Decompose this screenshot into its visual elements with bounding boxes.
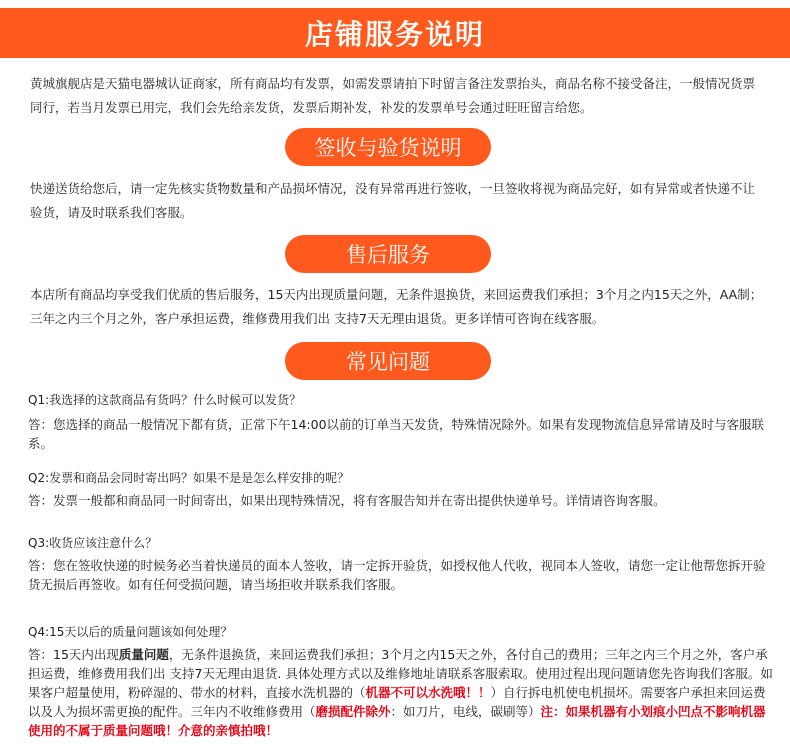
sign-section-text: 快递送货给您后，请一定先核实货物数量和产品损坏情况，没有异常再进行签收，一旦签收将视为商品完好，如有异常或者快递不让验货，请及时联系我们客服。 bbox=[30, 181, 756, 220]
answer-4-text: ）自行拆电机使电机损坏。需要客户承担来回运费以及人为损坏需更换的配件。三年内不收维修费用（ bbox=[28, 685, 766, 719]
after-sales-title: 售后服务 bbox=[285, 235, 491, 273]
after-sales-text: 本店所有商品均享受我们优质的售后服务，15天内出现质量问题，无条件退换货，来回运费我们承担；3个月之内15天之外，AA制；三年之内三个月之外，客户承担运费，维修费用我们出 支持7天无理由退货。更多详情可咨询在线客服。 bbox=[30, 287, 763, 326]
banner-title: 店铺服务说明 bbox=[304, 18, 485, 51]
answer-4-text: ：如刀片，电线，碳刷等） bbox=[390, 704, 541, 719]
faq-answer-1: 答：您选择的商品一般情况下都有货，正常下午14:00以前的订单当天发货，特殊情况除外。如果有发现物流信息异常请及时与客服联系。 bbox=[28, 417, 765, 451]
faq-title: 常见问题 bbox=[285, 342, 491, 380]
faq-question-1: Q1:我选择的这款商品有货吗？什么时候可以发货？ bbox=[28, 393, 302, 407]
answer-4-text: ，无条件退换货，来回运费我们承担；3个月之内15天之外，各付自己的费用；三年之内三个月之外，客户承担运费，维修费用我们出 支持7天无理由退货. 具体处理方式以及维修地址请联系客服索取。使用过程出现问题请您先咨询我们客服。如果客户超量使用，粉碎湿的、带水的材料，直接水洗机器的（ bbox=[28, 647, 773, 700]
faq-question-3: Q3:收货应该注意什么？ bbox=[28, 536, 158, 550]
faq-question-4: Q4:15天以后的质量问题该如何处理？ bbox=[28, 625, 233, 639]
intro-text: 黄城旗舰店是天猫电器城认证商家，所有商品均有发票，如需发票请拍下时留言备注发票抬头，商品名称不接受备注，一般情况货票同行，若当月发票已用完，我们会先给亲发货，发票后期补发，补发的发票单号会通过旺旺留言给您。 bbox=[30, 76, 756, 115]
answer-4-text: 答：15天内出现 bbox=[28, 647, 119, 662]
top-banner bbox=[0, 8, 790, 58]
no-wash-warning: 机器不可以水洗哦！！ bbox=[365, 685, 491, 700]
wear-parts-exception: 磨损配件除外 bbox=[315, 704, 391, 719]
scratch-notice: 注：如果机器有小划痕小凹点不影响机器使用的不属于质量问题哦！介意的亲慎拍哦！ bbox=[28, 704, 766, 738]
faq-answer-2: 答：发票一般都和商品同一时间寄出，如果出现特殊情况，将有客服告知并在寄出提供快递单号。详情请咨询客服。 bbox=[28, 493, 666, 508]
answer-4-quality-issue: 质量问题 bbox=[118, 647, 169, 662]
sign-section-title: 签收与验货说明 bbox=[285, 128, 491, 166]
faq-answer-4 bbox=[28, 645, 773, 740]
faq-question-2: Q2:发票和商品会同时寄出吗？如果不是是怎么样安排的呢？ bbox=[28, 471, 350, 485]
faq-answer-3: 答：您在签收快递的时候务必当着快递员的面本人签收，请一定拆开验货，如授权他人代收，视同本人签收，请您一定让他帮您拆开验货无损后再签收。如有任何受损问题，请当场拒收并联系我们客服。 bbox=[28, 558, 766, 592]
